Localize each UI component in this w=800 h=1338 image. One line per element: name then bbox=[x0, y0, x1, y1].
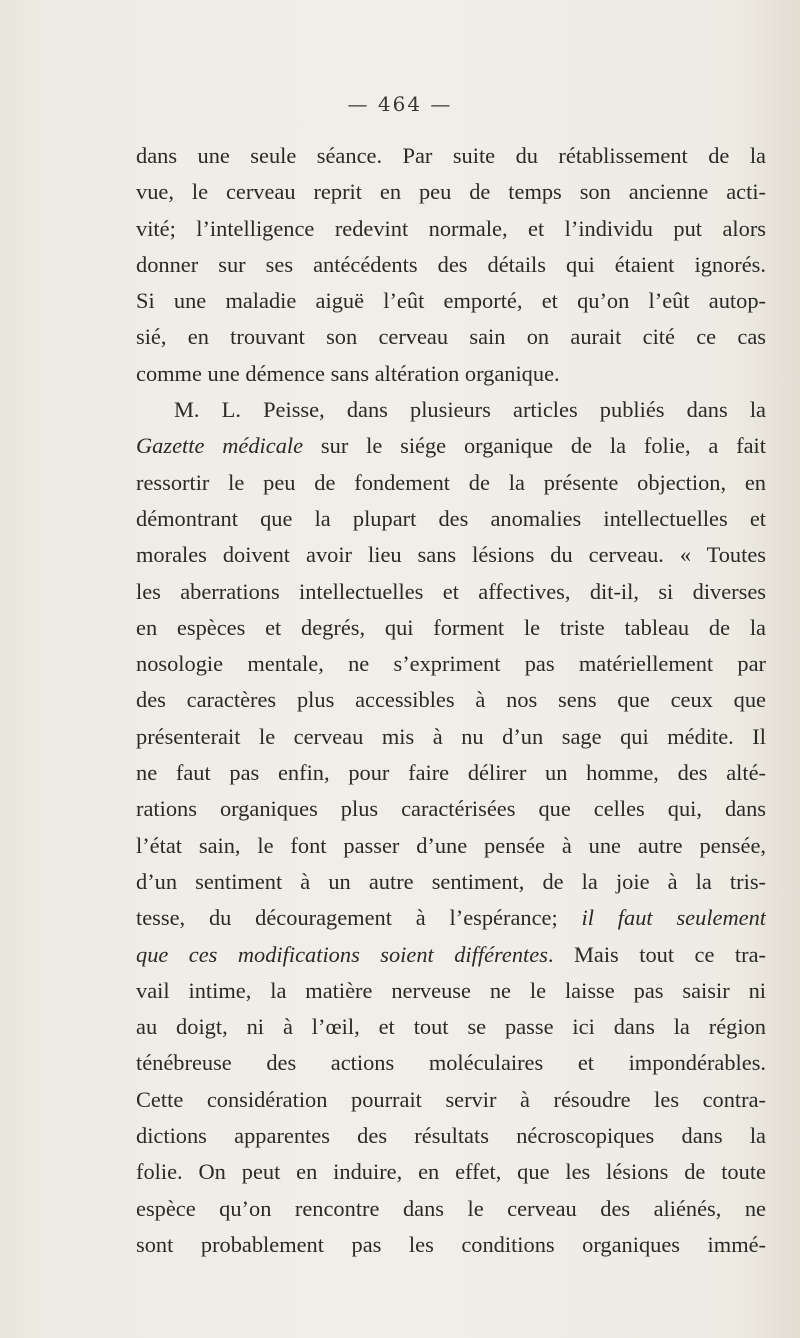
text-span: morales doivent avoir lieu sans lésions du cerveau. « Toutes bbox=[136, 542, 766, 568]
text-span: vue, le cerveau reprit en peu de temps son ancienne acti- bbox=[136, 179, 766, 205]
text-line bbox=[136, 1082, 766, 1118]
text-line bbox=[136, 138, 766, 174]
text-line bbox=[136, 283, 766, 319]
text-line bbox=[136, 392, 766, 428]
text-span: les aberrations intellectuelles et affectives, dit-il, si diverses bbox=[136, 578, 766, 604]
text-span: au doigt, ni à l’œil, et tout se passe ici dans la région bbox=[136, 1014, 766, 1040]
text-span: sur le siége organique de la folie, a fait bbox=[303, 433, 766, 459]
text-line bbox=[136, 755, 766, 791]
text-span: folie. On peut en induire, en effet, que les lésions de toute bbox=[136, 1159, 766, 1185]
text-span: . Mais tout ce tra- bbox=[547, 941, 766, 967]
body-text bbox=[136, 138, 766, 1263]
text-line bbox=[136, 864, 766, 900]
text-line bbox=[136, 211, 766, 247]
text-span: ressortir le peu de fondement de la présente objection, en bbox=[136, 469, 766, 495]
text-span: sié, en trouvant son cerveau sain on aurait cité ce cas bbox=[136, 324, 766, 350]
text-line bbox=[136, 973, 766, 1009]
text-line bbox=[136, 646, 766, 682]
text-span: vité; l’intelligence redevint normale, et l’individu put alors bbox=[136, 215, 766, 241]
text-line bbox=[136, 610, 766, 646]
text-span: l’état sain, le font passer d’une pensée à une autre pensée, bbox=[136, 832, 766, 858]
text-span: vail intime, la matière nerveuse ne le laisse pas saisir ni bbox=[136, 977, 766, 1003]
text-line bbox=[136, 174, 766, 210]
text-span: des caractères plus accessibles à nos sens que ceux que bbox=[136, 687, 766, 713]
text-span: ne faut pas enfin, pour faire délirer un homme, des alté- bbox=[136, 760, 766, 786]
text-line bbox=[136, 428, 766, 464]
text-span: sont probablement pas les conditions organiques immé- bbox=[136, 1231, 766, 1257]
text-span: espèce qu’on rencontre dans le cerveau des aliénés, ne bbox=[136, 1195, 766, 1221]
text-line bbox=[136, 537, 766, 573]
italic-text: il faut seulement bbox=[581, 905, 766, 931]
text-line bbox=[136, 1227, 766, 1263]
text-line bbox=[136, 247, 766, 283]
text-span: présenterait le cerveau mis à nu d’un sage qui médite. Il bbox=[136, 723, 766, 749]
text-span: donner sur ses antécédents des détails qui étaient ignorés. bbox=[136, 251, 766, 277]
text-line bbox=[136, 900, 766, 936]
text-line bbox=[136, 828, 766, 864]
text-line bbox=[136, 791, 766, 827]
text-span: Si une maladie aiguë l’eût emporté, et qu’on l’eût autop- bbox=[136, 288, 766, 314]
text-line bbox=[136, 501, 766, 537]
text-line bbox=[136, 1045, 766, 1081]
text-line bbox=[136, 937, 766, 973]
text-line bbox=[136, 682, 766, 718]
italic-text: que ces modifications soient différentes bbox=[136, 941, 548, 967]
text-span: dictions apparentes des résultats nécroscopiques dans la bbox=[136, 1123, 766, 1149]
text-line bbox=[136, 574, 766, 610]
italic-text: Gazette médicale bbox=[136, 433, 304, 459]
text-line bbox=[136, 356, 766, 392]
text-span: M. L. Peisse, dans plusieurs articles publiés dans la bbox=[174, 397, 766, 423]
page-number: — 464 — bbox=[347, 92, 453, 116]
text-span: ténébreuse des actions moléculaires et impondérables. bbox=[136, 1050, 766, 1076]
text-line bbox=[136, 1154, 766, 1190]
text-span: en espèces et degrés, qui forment le triste tableau de la bbox=[136, 614, 766, 640]
text-span: comme une démence sans altération organique. bbox=[136, 360, 560, 386]
text-line bbox=[136, 1118, 766, 1154]
text-line bbox=[136, 1191, 766, 1227]
text-span: rations organiques plus caractérisées que celles qui, dans bbox=[136, 796, 766, 822]
text-span: d’un sentiment à un autre sentiment, de la joie à la tris- bbox=[136, 868, 766, 894]
text-span: démontrant que la plupart des anomalies intellectuelles et bbox=[136, 505, 766, 531]
text-span: nosologie mentale, ne s’expriment pas matériellement par bbox=[136, 651, 766, 677]
text-line bbox=[136, 465, 766, 501]
text-span: dans une seule séance. Par suite du rétablissement de la bbox=[136, 143, 766, 168]
text-span: tesse, du découragement à l’espérance; bbox=[136, 905, 582, 931]
text-line bbox=[136, 719, 766, 755]
text-span: Cette considération pourrait servir à résoudre les contra- bbox=[136, 1086, 766, 1112]
text-line bbox=[136, 319, 766, 355]
text-line bbox=[136, 1009, 766, 1045]
